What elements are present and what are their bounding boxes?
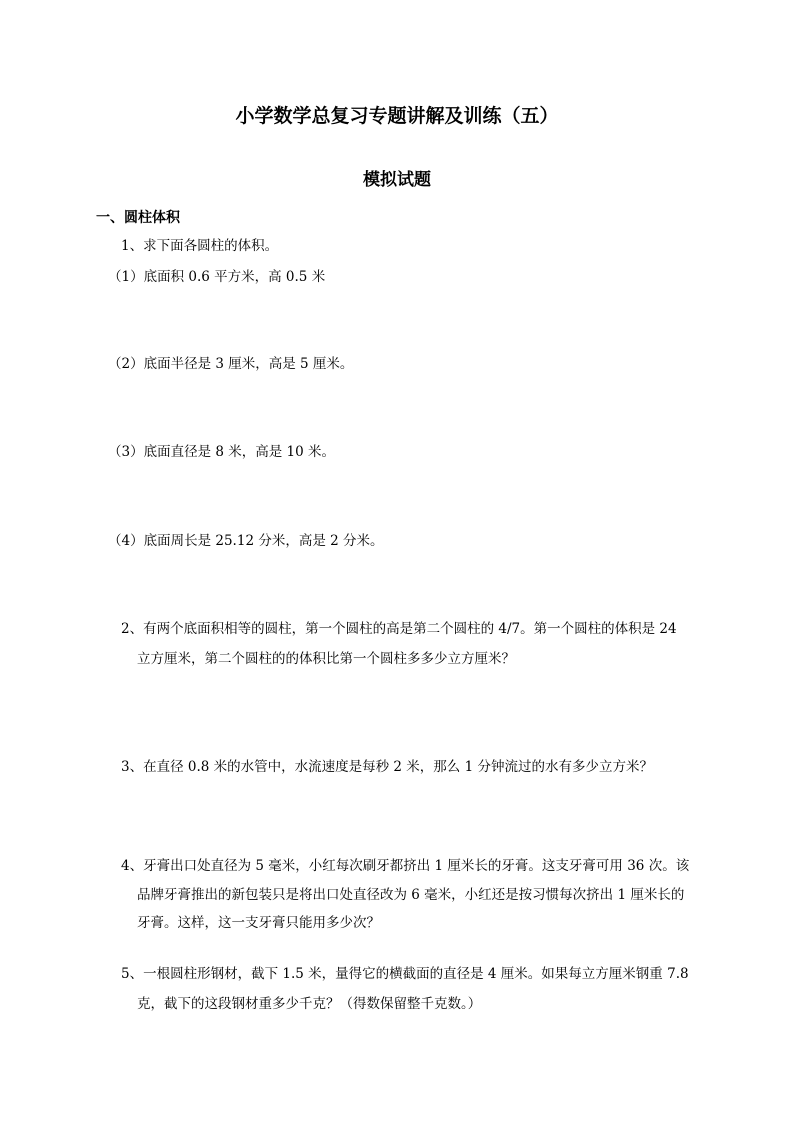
question-4-line-3: 牙膏。这样，这一支牙膏只能用多少次？ [137,915,380,931]
question-3-line-1: 3、在直径 0.8 米的水管中，水流速度是每秒 2 米，那么 1 分钟流过的水有多少立方米？ [121,759,653,775]
page-title: 小学数学总复习专题讲解及训练（五） [235,105,559,127]
question-4-line-2: 品牌牙膏推出的新包装只是将出口处直径改为 6 毫米，小红还是按习惯每次挤出 1 厘米长的 [137,887,685,903]
page-subtitle: 模拟试题 [363,170,431,190]
question-1-part-3: （3）底面直径是 8 米，高是 10 米。 [108,444,336,460]
section-heading-cylinder-volume: 一、圆柱体积 [96,210,180,226]
question-5-line-1: 5、一根圆柱形钢材，截下 1.5 米，量得它的横截面的直径是 4 厘米。如果每立方厘米钢重 7.8 [121,966,689,982]
question-1-part-2: （2）底面半径是 3 厘米，高是 5 厘米。 [108,356,354,372]
question-5-line-2: 克，截下的这段钢材重多少千克？（得数保留整千克数。） [137,996,482,1012]
question-2-line-2: 立方厘米，第二个圆柱的的体积比第一个圆柱多多少立方厘米？ [137,651,515,667]
question-1-part-4: （4）底面周长是 25.12 分米，高是 2 分米。 [108,533,384,549]
question-1-part-1: （1）底面积 0.6 平方米，高 0.5 米 [108,269,326,285]
question-1-intro: 1、求下面各圆柱的体积。 [121,238,279,254]
question-4-line-1: 4、牙膏出口处直径为 5 毫米，小红每次刷牙都挤出 1 厘米长的牙膏。这支牙膏可用 36 次。该 [121,858,690,874]
question-2-line-1: 2、有两个底面积相等的圆柱，第一个圆柱的高是第二个圆柱的 4/7。第一个圆柱的体积是 24 [121,621,677,637]
